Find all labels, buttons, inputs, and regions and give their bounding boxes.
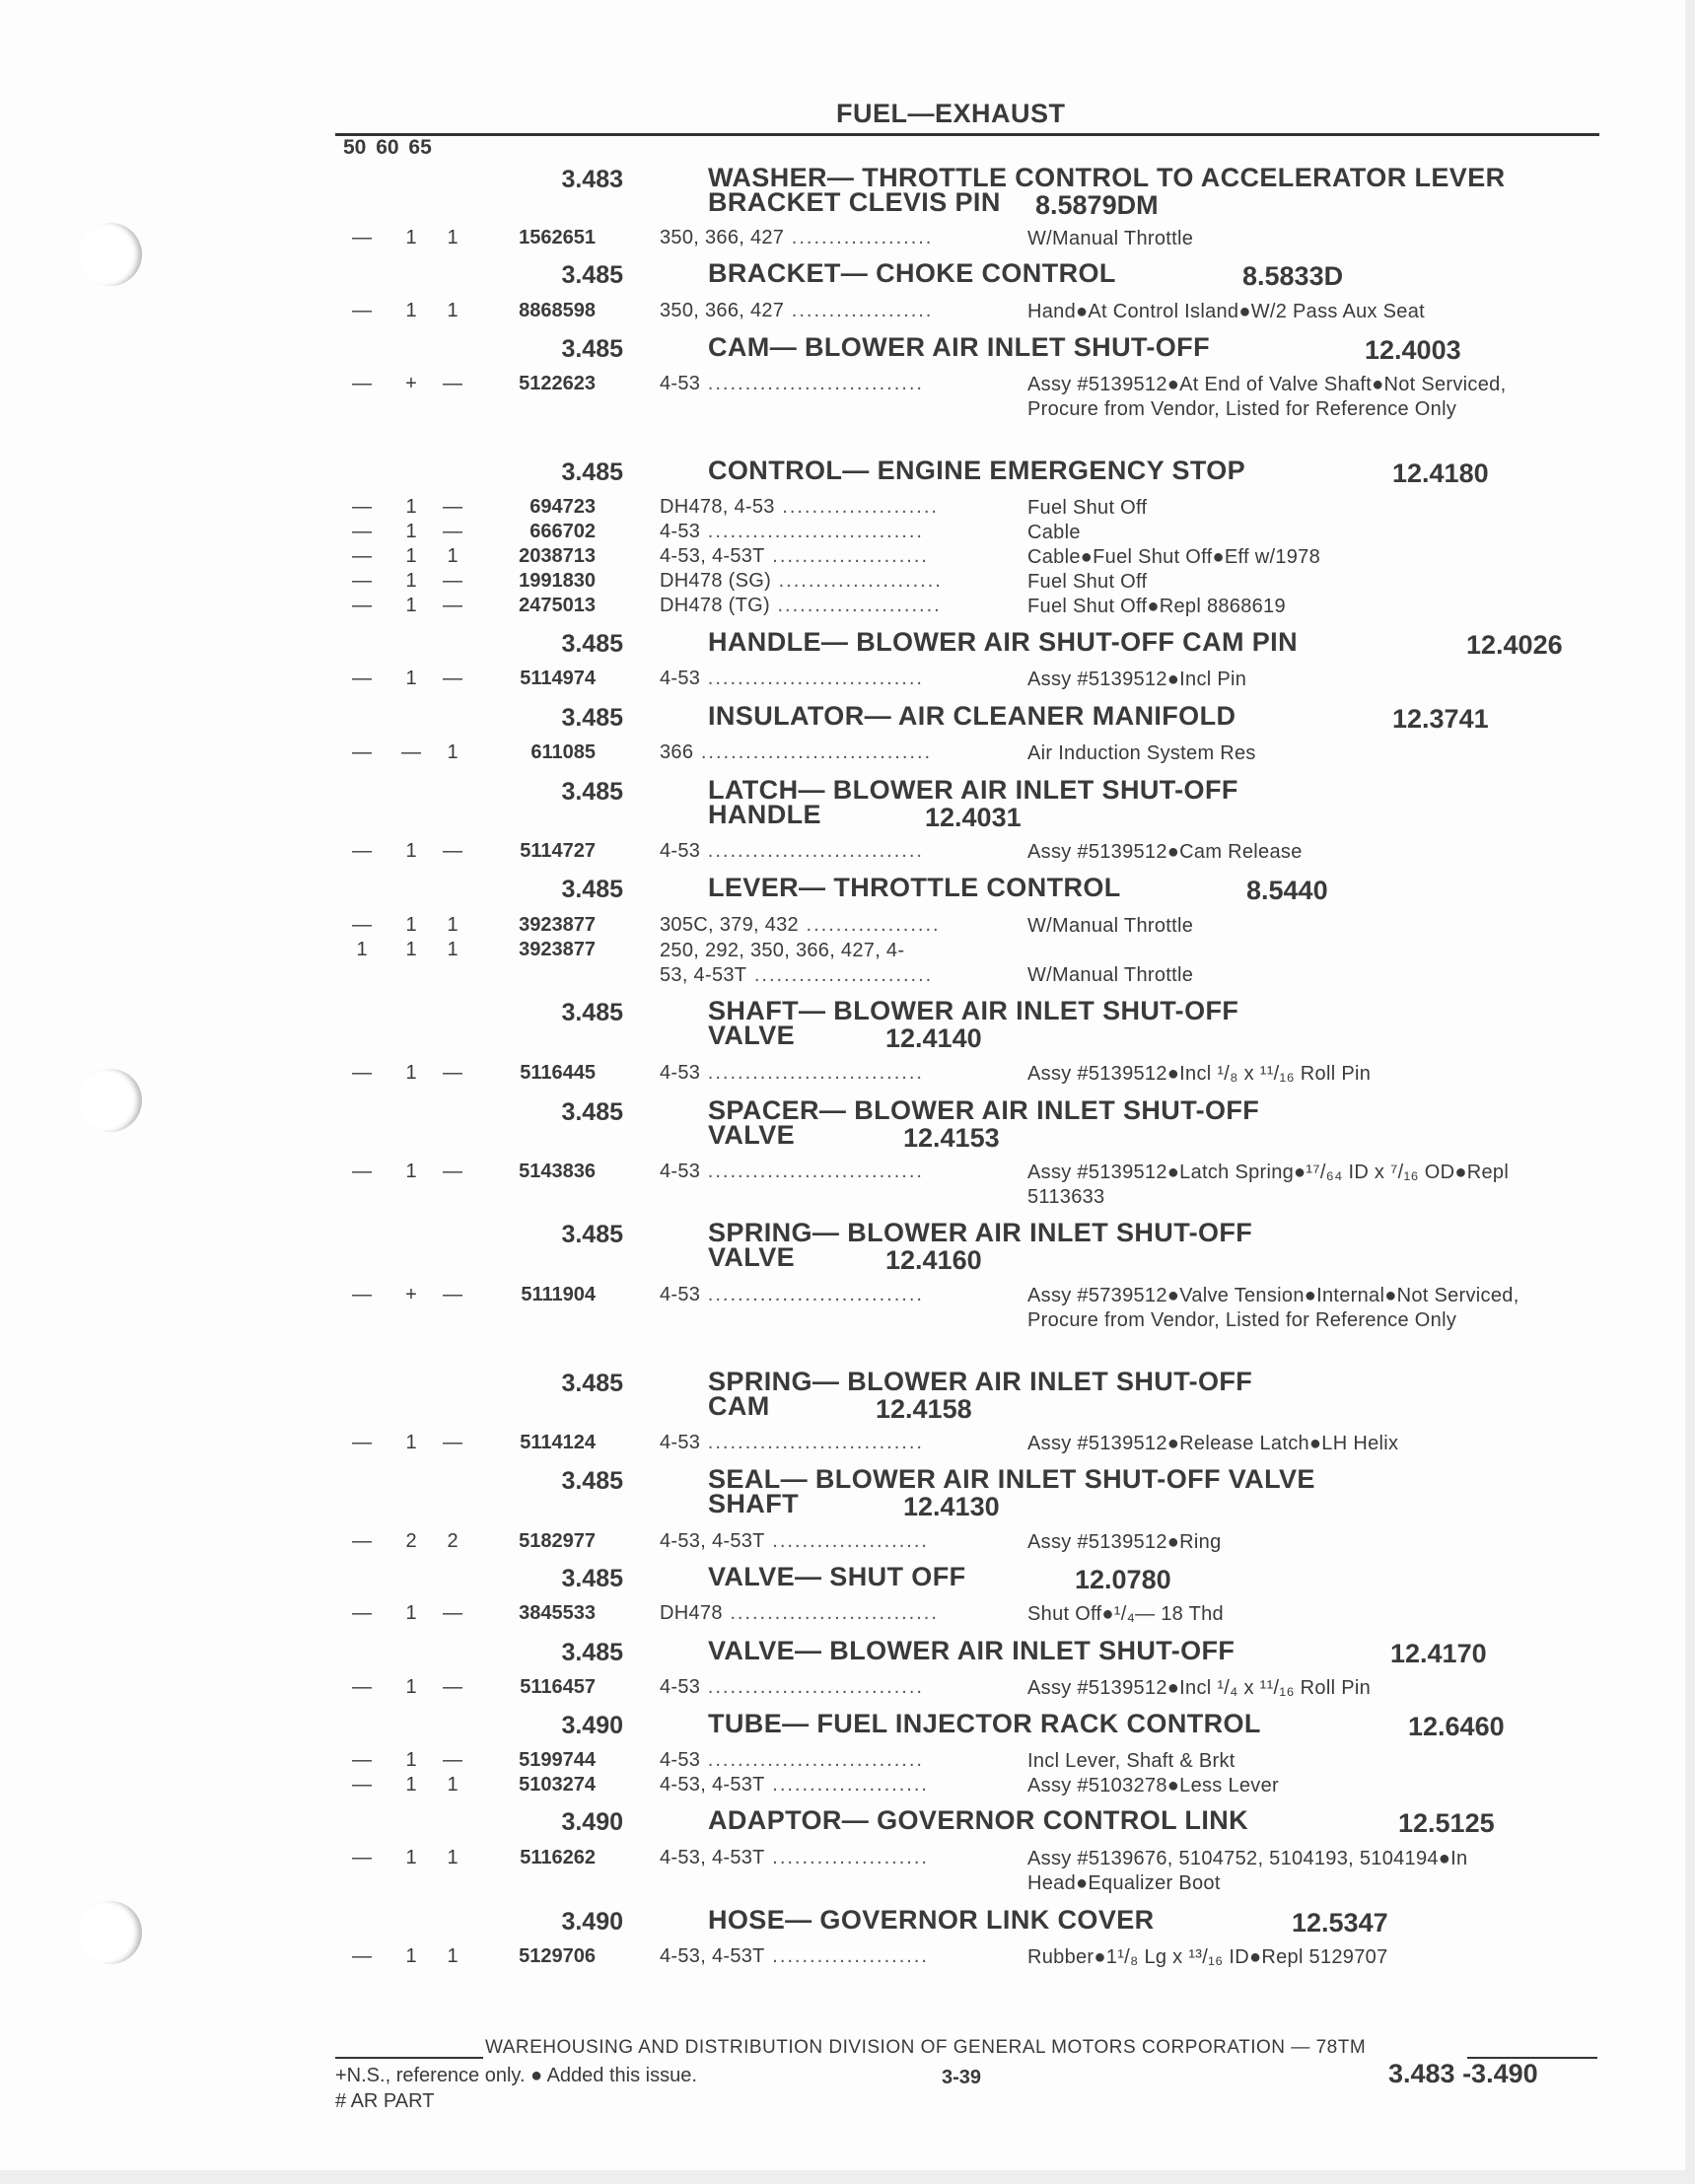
- model-applicability: 350, 366, 427 ...................: [660, 300, 934, 321]
- section-number: 3.485: [561, 261, 623, 289]
- year-quantity: +: [405, 373, 417, 394]
- model-applicability: 4-53 .............................: [660, 1062, 924, 1084]
- model-applicability: 366 ...............................: [660, 741, 933, 763]
- year-quantity: —: [352, 741, 372, 763]
- model-applicability: 4-53 .............................: [660, 1676, 924, 1698]
- section-number: 3.490: [561, 1808, 623, 1836]
- part-row: [0, 1530, 1695, 1555]
- part-number: 666702: [530, 521, 596, 542]
- year-quantity: —: [443, 1432, 462, 1453]
- year-quantity: 1: [405, 300, 417, 321]
- part-row: [0, 1602, 1695, 1627]
- section-number: 3.485: [561, 778, 623, 806]
- part-number: 5114727: [520, 840, 596, 862]
- year-quantity: —: [352, 570, 372, 592]
- part-number: 5143836: [519, 1161, 596, 1182]
- section-code: 12.0780: [1075, 1565, 1171, 1594]
- section-code: 12.4153: [903, 1123, 1000, 1153]
- section-title: [708, 627, 1298, 657]
- part-description: Shut Off●¹/₄— 18 Thd: [1027, 1603, 1224, 1625]
- year-quantity: —: [352, 1749, 372, 1771]
- section-number: 3.485: [561, 458, 623, 486]
- year-quantity: 1: [405, 1161, 417, 1182]
- year-quantity: —: [443, 496, 462, 518]
- year-quantity: 1: [405, 1676, 417, 1698]
- section-title: [708, 258, 1116, 288]
- year-quantity: —: [352, 595, 372, 616]
- model-applicability: 4-53, 4-53T .....................: [660, 1847, 929, 1868]
- year-quantity: —: [443, 1161, 462, 1182]
- model-applicability: [660, 939, 1005, 988]
- part-description: Incl Lever, Shaft & Brkt: [1027, 1750, 1236, 1772]
- part-number: 1991830: [519, 570, 596, 592]
- year-quantity: —: [443, 595, 462, 616]
- footer-legend: # AR PART: [335, 2090, 435, 2112]
- section-number: 3.485: [561, 1370, 623, 1397]
- part-description: Fuel Shut Off: [1027, 497, 1148, 519]
- section-number: 3.490: [561, 1908, 623, 1936]
- part-row: [0, 741, 1695, 766]
- year-quantity: —: [352, 1847, 372, 1868]
- section-title-line: TUBE— FUEL INJECTOR RACK CONTROL: [708, 1709, 1261, 1738]
- part-row: [0, 1749, 1695, 1774]
- year-quantity: —: [352, 668, 372, 689]
- year-quantity: 1: [447, 741, 459, 763]
- part-row: [0, 840, 1695, 865]
- year-quantity: —: [352, 521, 372, 542]
- year-quantity: 1: [405, 1432, 417, 1453]
- section-code: 12.4160: [885, 1245, 982, 1275]
- section-number: 3.485: [561, 1565, 623, 1592]
- section-code: 12.4140: [885, 1023, 982, 1053]
- section-number: 3.485: [561, 999, 623, 1026]
- year-quantity: 1: [405, 595, 417, 616]
- part-row: [0, 373, 1695, 420]
- part-number: 5199744: [519, 1749, 596, 1771]
- year-quantity: 1: [447, 1847, 459, 1868]
- year-quantity: 1: [405, 939, 417, 960]
- model-applicability: 4-53 .............................: [660, 840, 924, 862]
- part-number: 2475013: [519, 595, 596, 616]
- part-number: 5111904: [521, 1284, 596, 1305]
- section-code: 12.3741: [1392, 704, 1489, 734]
- part-description: Cable: [1027, 522, 1081, 543]
- year-quantity: 1: [405, 1945, 417, 1967]
- model-applicability: DH478 (SG) ......................: [660, 570, 943, 592]
- model-applicability: 305C, 379, 432 ..................: [660, 914, 941, 936]
- part-row: [0, 545, 1695, 570]
- part-number: 3923877: [519, 914, 596, 936]
- year-quantity: —: [352, 840, 372, 862]
- year-quantity: 1: [447, 227, 459, 248]
- section-title-line: HANDLE: [708, 800, 821, 829]
- year-quantity: 1: [447, 939, 459, 960]
- year-quantity: —: [352, 1945, 372, 1967]
- section-number: 3.485: [561, 876, 623, 903]
- year-quantity: —: [443, 1602, 462, 1624]
- year-quantity: —: [352, 227, 372, 248]
- section-title: [708, 701, 1236, 731]
- year-quantity: —: [352, 496, 372, 518]
- part-row: [0, 668, 1695, 692]
- part-row: [0, 1284, 1695, 1331]
- year-quantity: —: [352, 545, 372, 567]
- section-number: 3.490: [561, 1712, 623, 1739]
- year-quantity: 2: [405, 1530, 417, 1552]
- section-title: [708, 1464, 1315, 1518]
- year-quantity: —: [443, 668, 462, 689]
- year-quantity: 1: [405, 545, 417, 567]
- part-number: 694723: [530, 496, 596, 518]
- section-code: 12.6460: [1408, 1712, 1505, 1741]
- part-description: W/Manual Throttle: [1027, 228, 1194, 249]
- part-row: [0, 914, 1695, 939]
- model-line: 53, 4-53T ........................: [660, 964, 934, 986]
- section-title: [708, 873, 1121, 902]
- part-description: Assy #5139676, 5104752, 5104193, 5104194●In Head●Equalizer Boot: [1027, 1848, 1468, 1894]
- part-row: [0, 1945, 1695, 1970]
- part-number: 5103274: [519, 1774, 596, 1796]
- section-number: 3.485: [561, 704, 623, 732]
- part-row: [0, 300, 1695, 324]
- year-quantity: 1: [405, 840, 417, 862]
- part-description: Assy #5139512●Incl ¹/₄ x ¹¹/₁₆ Roll Pin: [1027, 1677, 1371, 1699]
- section-number: 3.485: [561, 1639, 623, 1666]
- part-description: Assy #5139512●Cam Release: [1027, 841, 1303, 863]
- year-quantity: 1: [405, 496, 417, 518]
- year-quantity: —: [352, 373, 372, 394]
- part-row: [0, 1161, 1695, 1208]
- year-quantity: —: [443, 1676, 462, 1698]
- section-title-line: LEVER— THROTTLE CONTROL: [708, 873, 1121, 902]
- section-range: 3.483 -3.490: [1388, 2059, 1538, 2088]
- part-row: [0, 570, 1695, 595]
- section-title: [708, 1636, 1236, 1665]
- part-number: 5116445: [520, 1062, 596, 1084]
- part-row: [0, 1676, 1695, 1701]
- year-quantity: 1: [405, 1749, 417, 1771]
- part-row: [0, 1847, 1695, 1894]
- model-applicability: 4-53, 4-53T .....................: [660, 545, 929, 567]
- part-description: Fuel Shut Off: [1027, 571, 1148, 593]
- part-description: Cable●Fuel Shut Off●Eff w/1978: [1027, 546, 1321, 568]
- model-applicability: 4-53 .............................: [660, 1749, 924, 1771]
- footer-divider: [335, 2057, 483, 2059]
- section-title-line: WASHER— THROTTLE CONTROL TO ACCELERATOR LEVER: [708, 163, 1506, 192]
- model-applicability: 4-53 .............................: [660, 373, 924, 394]
- section-title-line: INSULATOR— AIR CLEANER MANIFOLD: [708, 701, 1236, 731]
- section-title-line: ADAPTOR— GOVERNOR CONTROL LINK: [708, 1805, 1249, 1835]
- section-title-line: BRACKET CLEVIS PIN: [708, 187, 1001, 217]
- year-quantity: +: [405, 1284, 417, 1305]
- part-row: [0, 595, 1695, 619]
- part-description: Assy #5139512●Ring: [1027, 1531, 1222, 1553]
- year-quantity: —: [352, 1062, 372, 1084]
- part-number: 5122623: [519, 373, 596, 394]
- year-quantity: 1: [447, 545, 459, 567]
- footer-division: WAREHOUSING AND DISTRIBUTION DIVISION OF GENERAL MOTORS CORPORATION — 78TM: [485, 2037, 1367, 2058]
- year-quantity: —: [443, 373, 462, 394]
- section-title-line: VALVE: [708, 1120, 796, 1150]
- model-applicability: DH478 ............................: [660, 1602, 939, 1624]
- model-applicability: 4-53 .............................: [660, 1161, 924, 1182]
- year-quantity: 1: [405, 1062, 417, 1084]
- part-description: W/Manual Throttle: [1027, 964, 1194, 986]
- part-description: Assy #5103278●Less Lever: [1027, 1775, 1279, 1797]
- year-quantity: —: [443, 570, 462, 592]
- model-applicability: 4-53 .............................: [660, 668, 924, 689]
- part-number: 1562651: [519, 227, 596, 248]
- part-row: [0, 521, 1695, 545]
- section-code: 12.4130: [903, 1492, 1000, 1521]
- model-applicability: DH478, 4-53 .....................: [660, 496, 939, 518]
- section-code: 12.4026: [1466, 630, 1563, 660]
- section-code: 12.4170: [1390, 1639, 1487, 1668]
- section-title-line: VALVE: [708, 1021, 796, 1050]
- part-number: 3923877: [519, 939, 596, 960]
- section-title: [708, 458, 1245, 483]
- section-title: [708, 1905, 1155, 1935]
- section-title-line: SHAFT: [708, 1489, 799, 1518]
- part-description: Assy #5139512●At End of Valve Shaft●Not Serviced, Procure from Vendor, Listed for Reference Only: [1027, 374, 1507, 420]
- model-applicability: 4-53 .............................: [660, 521, 924, 542]
- part-row: [0, 1774, 1695, 1798]
- section-title: [708, 1709, 1261, 1738]
- section-title-line: HOSE— GOVERNOR LINK COVER: [708, 1905, 1155, 1935]
- part-description: Air Induction System Res: [1027, 742, 1256, 764]
- section-title: [708, 332, 1210, 362]
- section-code: 8.5833D: [1242, 261, 1344, 291]
- year-quantity: 1: [447, 1945, 459, 1967]
- year-quantity: 1: [405, 668, 417, 689]
- part-row: [0, 496, 1695, 521]
- section-code: 8.5440: [1246, 876, 1328, 905]
- section-title-line: VALVE: [708, 1242, 796, 1272]
- year-quantity: —: [352, 1161, 372, 1182]
- footer-legend: +N.S., reference only. ● Added this issue.: [335, 2065, 697, 2086]
- year-quantity: —: [352, 1774, 372, 1796]
- section-title-line: LATCH— BLOWER AIR INLET SHUT-OFF: [708, 775, 1238, 805]
- section-title-line: VALVE— BLOWER AIR INLET SHUT-OFF: [708, 1636, 1236, 1665]
- year-quantity: 1: [447, 1774, 459, 1796]
- part-description: Assy #5739512●Valve Tension●Internal●Not Serviced, Procure from Vendor, Listed for Reference Only: [1027, 1285, 1519, 1331]
- page-title: FUEL—EXHAUST: [836, 99, 1066, 128]
- year-quantity: —: [443, 1062, 462, 1084]
- section-title-line: BRACKET— CHOKE CONTROL: [708, 258, 1116, 288]
- model-applicability: DH478 (TG) ......................: [660, 595, 942, 616]
- part-description: W/Manual Throttle: [1027, 915, 1194, 937]
- year-quantity: —: [443, 1284, 462, 1305]
- section-title-line: SPRING— BLOWER AIR INLET SHUT-OFF: [708, 1367, 1253, 1396]
- section-code: 12.4180: [1392, 458, 1489, 488]
- year-quantity: —: [443, 521, 462, 542]
- year-quantity: —: [352, 1432, 372, 1453]
- year-quantity: —: [352, 1602, 372, 1624]
- part-description: Fuel Shut Off●Repl 8868619: [1027, 596, 1286, 617]
- section-number: 3.485: [561, 1467, 623, 1495]
- section-title: [708, 1805, 1249, 1835]
- part-description: Assy #5139512●Latch Spring●¹⁷/₆₄ ID x ⁷/₁₆ OD●Repl 5113633: [1027, 1162, 1510, 1208]
- section-code: 8.5879DM: [1035, 190, 1159, 220]
- section-title-line: SHAFT— BLOWER AIR INLET SHUT-OFF: [708, 996, 1239, 1025]
- section-number: 3.485: [561, 1221, 623, 1248]
- part-number: 611085: [530, 741, 596, 763]
- year-quantity: 1: [405, 1847, 417, 1868]
- year-quantity: —: [352, 914, 372, 936]
- section-title: [708, 1367, 1253, 1421]
- year-quantity: 1: [447, 300, 459, 321]
- year-quantity: 1: [405, 1602, 417, 1624]
- year-quantity: —: [352, 300, 372, 321]
- part-number: 5182977: [519, 1530, 596, 1552]
- section-title-line: CAM— BLOWER AIR INLET SHUT-OFF: [708, 332, 1210, 362]
- part-number: 5129706: [519, 1945, 596, 1967]
- header-divider: [335, 133, 1599, 136]
- column-header-years: 50 60 65: [343, 136, 432, 159]
- part-row: [0, 1432, 1695, 1456]
- year-quantity: 1: [447, 914, 459, 936]
- section-code: 12.5347: [1292, 1908, 1388, 1937]
- section-number: 3.485: [561, 335, 623, 363]
- year-quantity: 2: [447, 1530, 459, 1552]
- section-title-line: SPACER— BLOWER AIR INLET SHUT-OFF: [708, 1095, 1260, 1125]
- model-line: 250, 292, 350, 366, 427, 4-: [660, 940, 905, 961]
- part-description: Assy #5139512●Incl ¹/₈ x ¹¹/₁₆ Roll Pin: [1027, 1063, 1372, 1085]
- year-quantity: 1: [405, 570, 417, 592]
- year-quantity: 1: [405, 521, 417, 542]
- year-quantity: —: [401, 741, 421, 763]
- section-title-line: SPRING— BLOWER AIR INLET SHUT-OFF: [708, 1218, 1253, 1247]
- section-title-line: HANDLE— BLOWER AIR SHUT-OFF CAM PIN: [708, 627, 1298, 657]
- part-number: 5116457: [520, 1676, 596, 1698]
- part-row: [0, 227, 1695, 251]
- section-code: 12.5125: [1398, 1808, 1495, 1838]
- model-applicability: 4-53 .............................: [660, 1284, 924, 1305]
- model-applicability: 4-53, 4-53T .....................: [660, 1945, 929, 1967]
- part-number: 5116262: [520, 1847, 596, 1868]
- part-row: [0, 939, 1695, 986]
- section-title: [708, 1562, 966, 1591]
- part-number: 5114974: [520, 668, 596, 689]
- model-applicability: 4-53, 4-53T .....................: [660, 1530, 929, 1552]
- year-quantity: 1: [405, 227, 417, 248]
- section-number: 3.485: [561, 630, 623, 658]
- year-quantity: —: [352, 1530, 372, 1552]
- part-number: 3845533: [519, 1602, 596, 1624]
- section-title-line: SEAL— BLOWER AIR INLET SHUT-OFF VALVE: [708, 1464, 1315, 1494]
- part-row: [0, 1062, 1695, 1087]
- part-number: 2038713: [519, 545, 596, 567]
- section-number: 3.485: [561, 1098, 623, 1126]
- part-description: Hand●At Control Island●W/2 Pass Aux Seat: [1027, 301, 1426, 322]
- part-number: 5114124: [520, 1432, 596, 1453]
- section-title-line: CAM: [708, 1391, 770, 1421]
- model-applicability: 4-53, 4-53T .....................: [660, 1774, 929, 1796]
- section-title-line: VALVE— SHUT OFF: [708, 1562, 966, 1591]
- part-description: Assy #5139512●Incl Pin: [1027, 669, 1247, 690]
- model-applicability: 4-53 .............................: [660, 1432, 924, 1453]
- year-quantity: —: [352, 1676, 372, 1698]
- part-description: Assy #5139512●Release Latch●LH Helix: [1027, 1433, 1399, 1454]
- section-title-line: CONTROL— ENGINE EMERGENCY STOP: [708, 456, 1246, 485]
- part-description: Rubber●1¹/₈ Lg x ¹³/₁₆ ID●Repl 5129707: [1027, 1946, 1388, 1968]
- section-code: 12.4031: [925, 803, 1022, 832]
- year-quantity: —: [352, 1284, 372, 1305]
- year-quantity: 1: [405, 1774, 417, 1796]
- page-number: 3-39: [942, 2067, 982, 2088]
- page-edge: [0, 2170, 1695, 2184]
- part-number: 8868598: [519, 300, 596, 321]
- section-code: 12.4003: [1365, 335, 1461, 365]
- year-quantity: —: [443, 1749, 462, 1771]
- year-quantity: 1: [405, 914, 417, 936]
- model-applicability: 350, 366, 427 ...................: [660, 227, 934, 248]
- year-quantity: 1: [356, 939, 368, 960]
- section-number: 3.483: [561, 166, 623, 193]
- year-quantity: —: [443, 840, 462, 862]
- section-code: 12.4158: [876, 1394, 972, 1424]
